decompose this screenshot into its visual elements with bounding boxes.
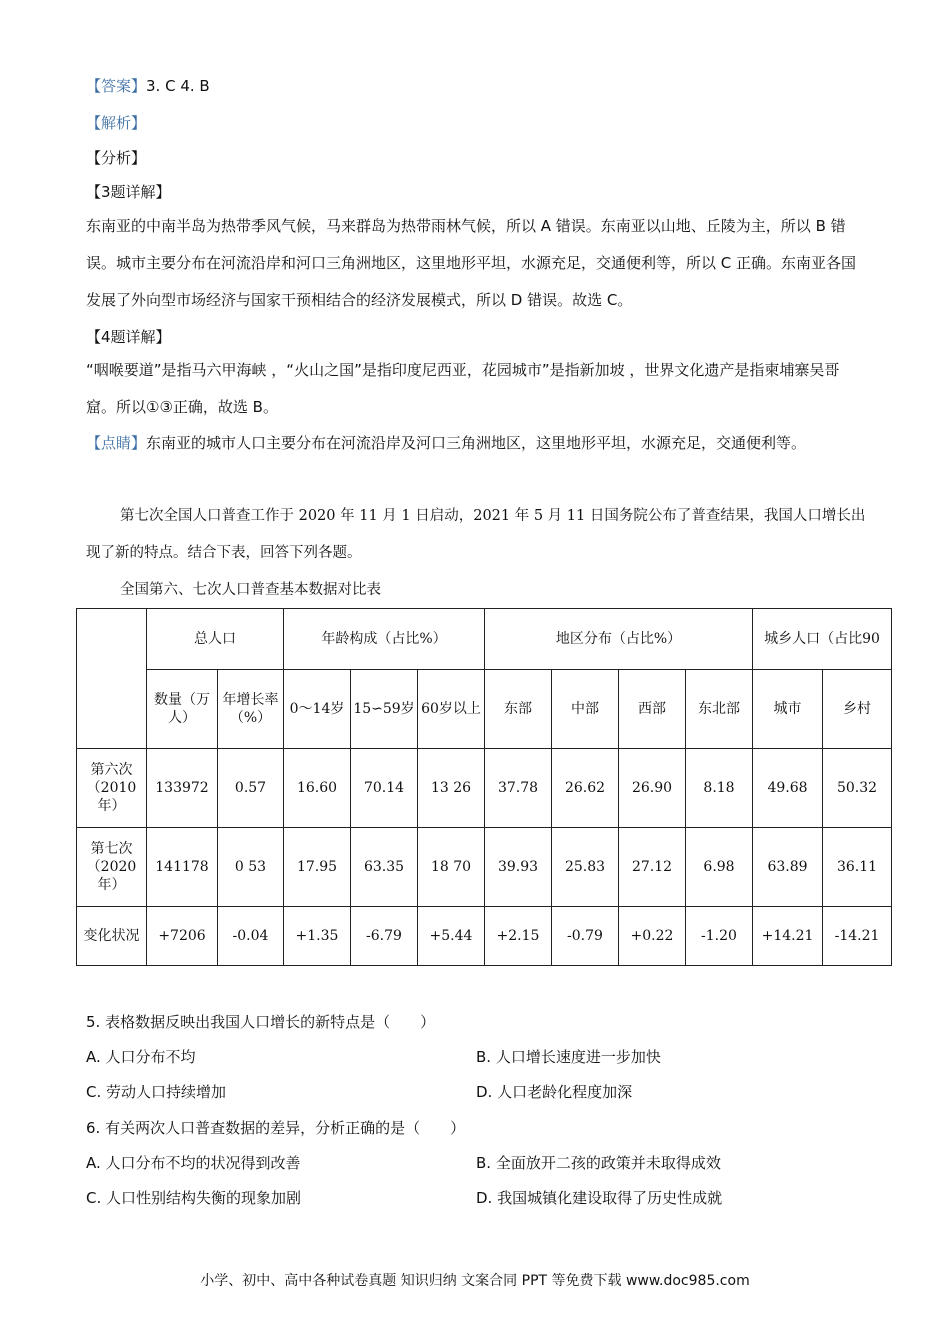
question-6-option-b[interactable]: B. 全面放开二孩的政策并未取得成效 bbox=[476, 1154, 721, 1172]
group-header-age: 年龄构成（占比%） bbox=[284, 609, 485, 670]
table-cell: 50.32 bbox=[823, 749, 892, 828]
group-header-region: 地区分布（占比%） bbox=[485, 609, 753, 670]
question-6-option-a[interactable]: A. 人口分布不均的状况得到改善 bbox=[86, 1154, 301, 1172]
subheader-cell: 年增长率（%） bbox=[218, 670, 284, 749]
q4-detail-label: 【4题详解】 bbox=[86, 328, 171, 346]
subheader-cell: 0～14岁 bbox=[284, 670, 351, 749]
table-caption: 全国第六、七次人口普查基本数据对比表 bbox=[120, 582, 381, 598]
table-cell: 37.78 bbox=[485, 749, 552, 828]
subheader-cell: 乡村 bbox=[823, 670, 892, 749]
table-cell: 13 26 bbox=[418, 749, 485, 828]
table-cell: +14.21 bbox=[753, 907, 823, 966]
dianjing-paragraph bbox=[86, 425, 866, 462]
q3-detail-text: 东南亚的中南半岛为热带季风气候，马来群岛为热带雨林气候，所以 A 错误。东南亚以山地、丘陵为主，所以 B 错误。城市主要分布在河流沿岸和河口三角洲地区，这里地形平坦，水源充足，交通便利等，所以 C 正确。东南亚各国发展了外向型市场经济与国家干预相结合的经济发展模式，所以 D 错误。故选 C。 bbox=[86, 217, 857, 309]
table-cell: 63.35 bbox=[351, 828, 418, 907]
table-cell: +0.22 bbox=[619, 907, 686, 966]
question-5-option-b[interactable]: B. 人口增长速度进一步加快 bbox=[476, 1048, 661, 1066]
table-cell: -0.04 bbox=[218, 907, 284, 966]
dianjing-text: 东南亚的城市人口主要分布在河流沿岸及河口三角洲地区，这里地形平坦，水源充足，交通便利等。 bbox=[146, 434, 807, 452]
row-label: 变化状况 bbox=[77, 907, 147, 966]
q3-detail-label: 【3题详解】 bbox=[86, 183, 171, 201]
table-cell: +7206 bbox=[147, 907, 218, 966]
table-cell: 39.93 bbox=[485, 828, 552, 907]
corner-cell bbox=[77, 609, 147, 749]
table-row bbox=[77, 749, 892, 828]
question-6-option-d[interactable]: D. 我国城镇化建设取得了历史性成就 bbox=[476, 1189, 723, 1207]
answer-text: 3. C 4. B bbox=[146, 77, 210, 95]
question-5-option-d[interactable]: D. 人口老龄化程度加深 bbox=[476, 1083, 633, 1101]
answer-label: 【答案】 bbox=[86, 77, 147, 95]
table-cell: -1.20 bbox=[686, 907, 753, 966]
table-subheader-row bbox=[77, 670, 892, 749]
table-cell: 63.89 bbox=[753, 828, 823, 907]
table-cell: 36.11 bbox=[823, 828, 892, 907]
table-cell: 26.62 bbox=[552, 749, 619, 828]
intro-text: 第七次全国人口普查工作于 2020 年 11 月 1 日启动，2021 年 5 月 11 日国务院公布了普查结果，我国人口增长出现了新的特点。结合下表，回答下列各题。 bbox=[86, 508, 866, 561]
table-cell: +2.15 bbox=[485, 907, 552, 966]
subheader-cell: 15∽59岁 bbox=[351, 670, 418, 749]
subheader-cell: 中部 bbox=[552, 670, 619, 749]
census-table bbox=[76, 608, 892, 966]
answer-line bbox=[86, 76, 210, 96]
table-cell: 0 53 bbox=[218, 828, 284, 907]
table-cell: 18 70 bbox=[418, 828, 485, 907]
group-header-total: 总人口 bbox=[147, 609, 284, 670]
group-header-urban-rural: 城乡人口（占比90 bbox=[753, 609, 892, 670]
q4-detail-text: “咽喉要道”是指马六甲海峡 ，“火山之国”是指印度尼西亚，花园城市”是指新加坡 ，世界文化遗产是指柬埔寨吴哥窟。所以①③正确，故选 B。 bbox=[86, 361, 840, 416]
analysis-label: 【解析】 bbox=[86, 114, 147, 132]
table-cell: +5.44 bbox=[418, 907, 485, 966]
table-row bbox=[77, 907, 892, 966]
table-cell: +1.35 bbox=[284, 907, 351, 966]
subheader-cell: 60岁以上 bbox=[418, 670, 485, 749]
table-cell: 17.95 bbox=[284, 828, 351, 907]
question-6-option-c[interactable]: C. 人口性别结构失衡的现象加剧 bbox=[86, 1189, 302, 1207]
question-5-option-a[interactable]: A. 人口分布不均 bbox=[86, 1048, 196, 1066]
dianjing-label: 【点睛】 bbox=[86, 434, 147, 452]
table-cell: 0.57 bbox=[218, 749, 284, 828]
table-cell: 133972 bbox=[147, 749, 218, 828]
row-label: 第六次（2010年） bbox=[77, 749, 147, 828]
question-5-stem: 5. 表格数据反映出我国人口增长的新特点是（ ） bbox=[86, 1013, 436, 1031]
table-cell: 6.98 bbox=[686, 828, 753, 907]
table-cell: 27.12 bbox=[619, 828, 686, 907]
subheader-cell: 东部 bbox=[485, 670, 552, 749]
question-5-option-c[interactable]: C. 劳动人口持续增加 bbox=[86, 1083, 227, 1101]
question-6-stem: 6. 有关两次人口普查数据的差异，分析正确的是（ ） bbox=[86, 1119, 466, 1137]
table-cell: -0.79 bbox=[552, 907, 619, 966]
table-cell: 16.60 bbox=[284, 749, 351, 828]
page-footer: 小学、初中、高中各种试卷真题 知识归纳 文案合同 PPT 等免费下载 www.doc985.com bbox=[200, 1273, 750, 1289]
table-cell: 26.90 bbox=[619, 749, 686, 828]
table-cell: -6.79 bbox=[351, 907, 418, 966]
subheader-cell: 东北部 bbox=[686, 670, 753, 749]
row-label: 第七次（2020年） bbox=[77, 828, 147, 907]
table-row bbox=[77, 828, 892, 907]
subheader-cell: 城市 bbox=[753, 670, 823, 749]
table-header-row bbox=[77, 609, 892, 670]
subheader-cell: 数量（万人） bbox=[147, 670, 218, 749]
table-cell: 141178 bbox=[147, 828, 218, 907]
fenxi-label: 【分析】 bbox=[86, 149, 147, 167]
table-cell: 8.18 bbox=[686, 749, 753, 828]
table-cell: 49.68 bbox=[753, 749, 823, 828]
table-cell: 25.83 bbox=[552, 828, 619, 907]
table-cell: -14.21 bbox=[823, 907, 892, 966]
table-cell: 70.14 bbox=[351, 749, 418, 828]
subheader-cell: 西部 bbox=[619, 670, 686, 749]
